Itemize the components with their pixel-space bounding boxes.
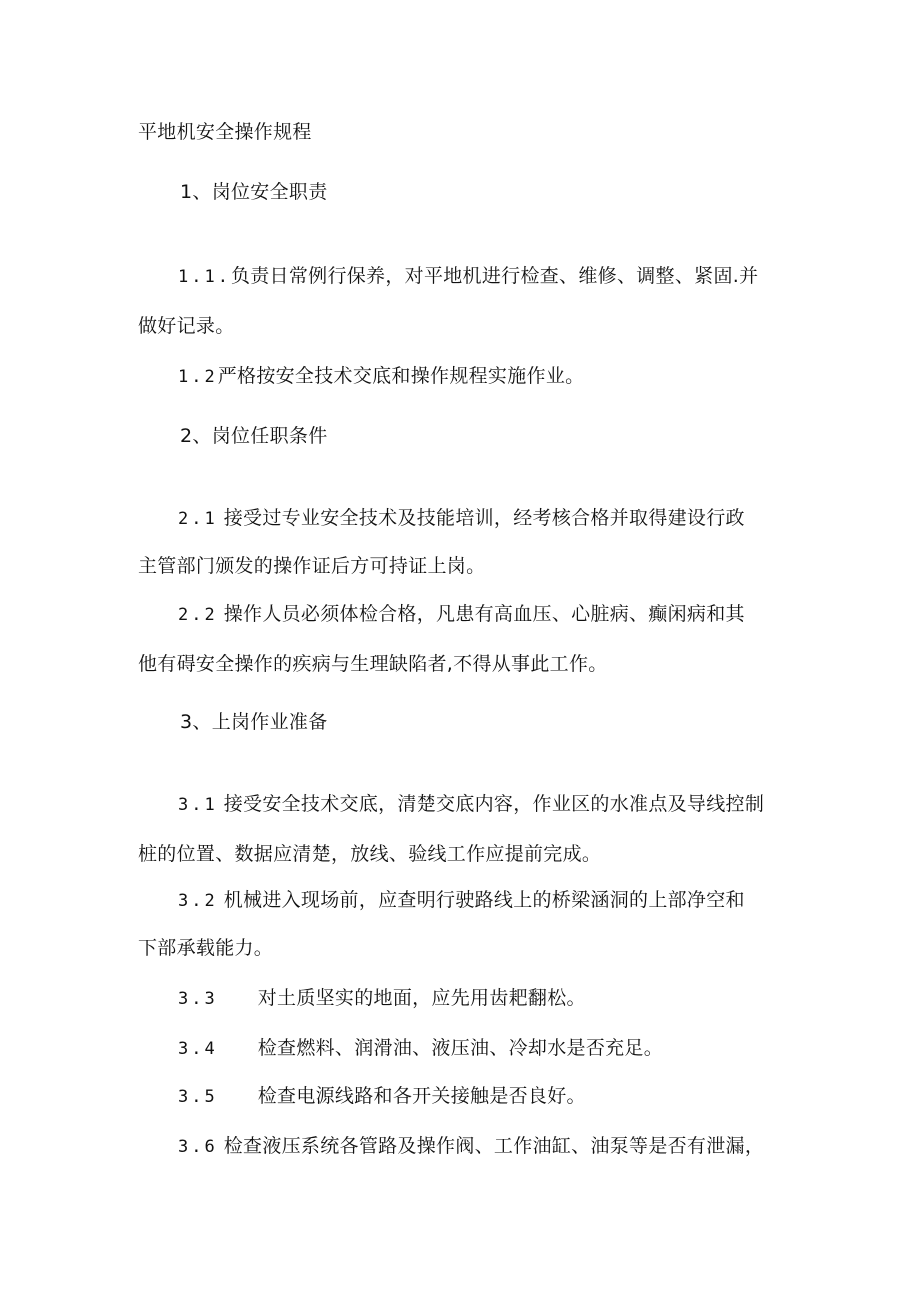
section-heading: 1、岗位安全职责 <box>180 181 328 203</box>
clause-text: 严格按安全技术交底和操作规程实施作业。 <box>217 365 585 387</box>
clause-text: 接受过专业安全技术及技能培训，经考核合格并取得建设行政 <box>223 507 745 529</box>
clause-text: 检查燃料、润滑油、液压油、冷却水是否充足。 <box>257 1037 664 1059</box>
clause-line <box>178 886 745 915</box>
clause-line <box>178 262 758 291</box>
clause-number: 1.1. <box>178 267 231 287</box>
clause-line <box>178 790 764 819</box>
clause-line <box>178 504 745 533</box>
clause-number: 1.2 <box>178 367 218 387</box>
clause-number: 3.1 <box>178 795 218 815</box>
clause-number: 2.2 <box>178 605 218 625</box>
clause-line <box>178 1082 586 1111</box>
clause-line <box>178 600 745 629</box>
clause-continuation: 他有碍安全操作的疾病与生理缺陷者,不得从事此工作。 <box>138 653 608 675</box>
clause-line <box>178 1132 764 1161</box>
section-heading: 3、上岗作业准备 <box>180 711 328 733</box>
clause-text: 操作人员必须体检合格，凡患有高血压、心脏病、癫闲病和其 <box>223 603 745 625</box>
clause-number: 3.5 <box>178 1087 218 1107</box>
clause-text: 对土质坚实的地面，应先用齿耙翻松。 <box>257 987 586 1009</box>
clause-continuation: 桩的位置、数据应清楚，放线、验线工作应提前完成。 <box>138 843 602 865</box>
clause-continuation: 下部承载能力。 <box>138 937 274 959</box>
clause-number: 3.2 <box>178 891 218 911</box>
clause-continuation: 主管部门颁发的操作证后方可持证上岗。 <box>138 555 486 577</box>
clause-line <box>178 1034 663 1063</box>
document-title: 平地机安全操作规程 <box>138 121 312 143</box>
clause-text: 机械进入现场前，应查明行驶路线上的桥梁涵洞的上部净空和 <box>223 889 745 911</box>
clause-text: 接受安全技术交底，清楚交底内容，作业区的水准点及导线控制 <box>223 793 765 815</box>
clause-number: 3.4 <box>178 1039 218 1059</box>
clause-line <box>178 984 586 1013</box>
section-heading: 2、岗位任职条件 <box>180 425 328 447</box>
clause-text: 负责日常例行保养，对平地机进行检查、维修、调整、紧固.并 <box>230 265 759 287</box>
clause-number: 3.3 <box>178 989 218 1009</box>
clause-text: 检查液压系统各管路及操作阀、工作油缸、油泵等是否有泄漏， <box>223 1135 765 1157</box>
clause-line <box>178 362 584 391</box>
clause-number: 3.6 <box>178 1137 218 1157</box>
clause-number: 2.1 <box>178 509 218 529</box>
clause-text: 检查电源线路和各开关接触是否良好。 <box>257 1085 586 1107</box>
clause-continuation: 做好记录。 <box>138 315 235 337</box>
